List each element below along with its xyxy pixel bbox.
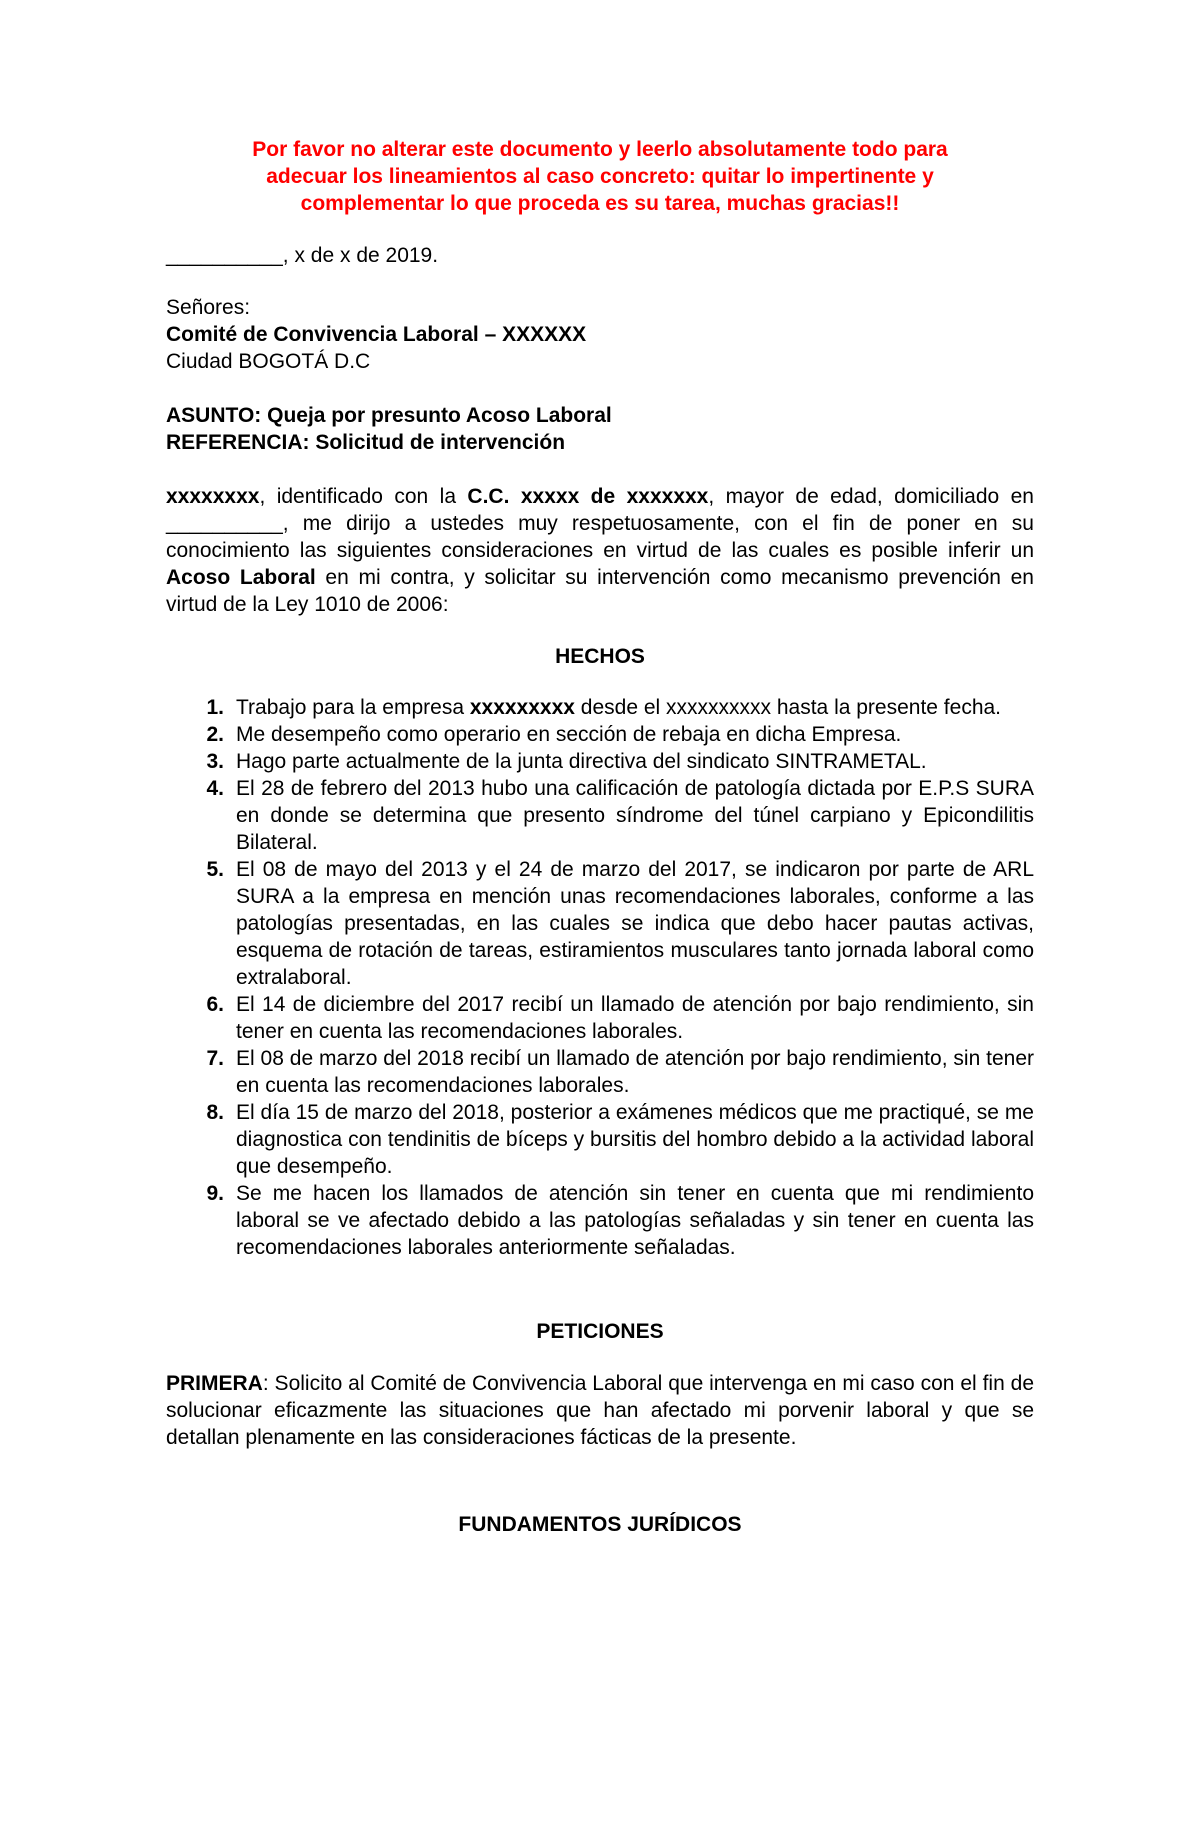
fact-text: Trabajo para la empresa bbox=[236, 696, 470, 719]
fact-text: Me desempeño como operario en sección de rebaja en dicha Empresa. bbox=[236, 723, 902, 746]
intro-text-2: , mayor de edad, domiciliado en __________, me dirijo a ustedes muy respetuosamente, con el fin de poner en su conocimiento las siguientes consideraciones en virtud de las cuales es posible inferir un bbox=[166, 485, 1034, 562]
fact-item bbox=[206, 1180, 1034, 1261]
peticion-label: PRIMERA bbox=[166, 1372, 263, 1395]
fact-number: 7. bbox=[206, 1047, 224, 1070]
intro-text-3: en mi contra, y solicitar su intervención como mecanismo prevención en virtud de la Ley 1010 de 2006: bbox=[166, 566, 1034, 616]
peticion-text: : Solicito al Comité de Convivencia Laboral que intervenga en mi caso con el fin de solucionar eficazmente las situaciones que han afectado mi porvenir laboral y que se detallan plenamente en las consideraciones fácticas de la presente. bbox=[166, 1372, 1034, 1449]
intro-text-1: , identificado con la bbox=[259, 485, 468, 508]
fact-item bbox=[206, 721, 1034, 748]
fundamentos-title: FUNDAMENTOS JURÍDICOS bbox=[458, 1513, 742, 1536]
fact-item bbox=[206, 694, 1034, 721]
fact-text: desde el xxxxxxxxxx hasta la presente fecha. bbox=[574, 696, 1002, 719]
salutation: Señores: bbox=[166, 296, 251, 319]
subject-referencia: REFERENCIA: Solicitud de intervención bbox=[166, 431, 566, 454]
intro-paragraph bbox=[166, 483, 1034, 618]
date-line: __________, x de x de 2019. bbox=[166, 244, 439, 267]
fact-number: 8. bbox=[206, 1101, 224, 1124]
recipient-city: Ciudad BOGOTÁ D.C bbox=[166, 350, 371, 373]
subject-block bbox=[166, 402, 1034, 456]
peticiones-title: PETICIONES bbox=[536, 1320, 664, 1343]
peticion-primera bbox=[166, 1370, 1034, 1451]
recipient-block bbox=[166, 294, 1034, 375]
fact-item bbox=[206, 991, 1034, 1045]
fact-text: Hago parte actualmente de la junta directiva del sindicato SINTRAMETAL. bbox=[236, 750, 927, 773]
fact-number: 1. bbox=[206, 696, 224, 719]
committee-name: Comité de Convivencia Laboral – XXXXXX bbox=[166, 323, 587, 346]
document-body bbox=[166, 136, 1034, 1538]
warning-line-1: Por favor no alterar este documento y leerlo absolutamente todo para bbox=[252, 138, 948, 161]
hechos-list bbox=[166, 694, 1034, 1261]
intro-acoso: Acoso Laboral bbox=[166, 566, 326, 589]
fact-item bbox=[206, 748, 1034, 775]
warning-line-3: complementar lo que proceda es su tarea, muchas gracias!! bbox=[300, 192, 900, 215]
fact-text: El día 15 de marzo del 2018, posterior a exámenes médicos que me practiqué, se me diagnostica con tendinitis de bíceps y bursitis del hombro debido a la actividad laboral que desempeño. bbox=[236, 1101, 1034, 1178]
subject-asunto: ASUNTO: Queja por presunto Acoso Laboral bbox=[166, 404, 612, 427]
fact-company: xxxxxxxxx bbox=[469, 696, 575, 719]
fact-item bbox=[206, 775, 1034, 856]
fact-number: 9. bbox=[206, 1182, 224, 1205]
fact-number: 5. bbox=[206, 858, 224, 881]
fact-number: 6. bbox=[206, 993, 224, 1016]
intro-cc: C.C. xxxxx de xxxxxxx bbox=[467, 485, 709, 508]
fact-item bbox=[206, 856, 1034, 991]
fact-text: El 14 de diciembre del 2017 recibí un llamado de atención por bajo rendimiento, sin tener en cuenta las recomendaciones laborales. bbox=[236, 993, 1034, 1043]
warning-line-2: adecuar los lineamientos al caso concreto: quitar lo impertinente y bbox=[266, 165, 934, 188]
fact-text: Se me hacen los llamados de atención sin tener en cuenta que mi rendimiento laboral se ve afectado debido a las patologías señaladas y sin tener en cuenta las recomendaciones laborales anteriormente señaladas. bbox=[236, 1182, 1034, 1259]
fact-text: El 28 de febrero del 2013 hubo una calificación de patología dictada por E.P.S SURA en donde se determina que presento síndrome del túnel carpiano y Epicondilitis Bilateral. bbox=[236, 777, 1034, 854]
fact-item bbox=[206, 1045, 1034, 1099]
hechos-title: HECHOS bbox=[555, 645, 645, 668]
warning-notice bbox=[170, 136, 1030, 217]
fact-text: El 08 de mayo del 2013 y el 24 de marzo del 2017, se indicaron por parte de ARL SURA a la empresa en mención unas recomendaciones laborales, conforme a las patologías presentadas, en las cuales se indica que debo hacer pautas activas, esquema de rotación de tareas, estiramientos musculares tanto jornada laboral como extralaboral. bbox=[236, 858, 1034, 989]
fact-item bbox=[206, 1099, 1034, 1180]
intro-name: xxxxxxxx bbox=[166, 485, 260, 508]
fact-number: 4. bbox=[206, 777, 224, 800]
fact-text: El 08 de marzo del 2018 recibí un llamado de atención por bajo rendimiento, sin tener en cuenta las recomendaciones laborales. bbox=[236, 1047, 1034, 1097]
fact-number: 3. bbox=[206, 750, 224, 773]
fact-number: 2. bbox=[206, 723, 224, 746]
